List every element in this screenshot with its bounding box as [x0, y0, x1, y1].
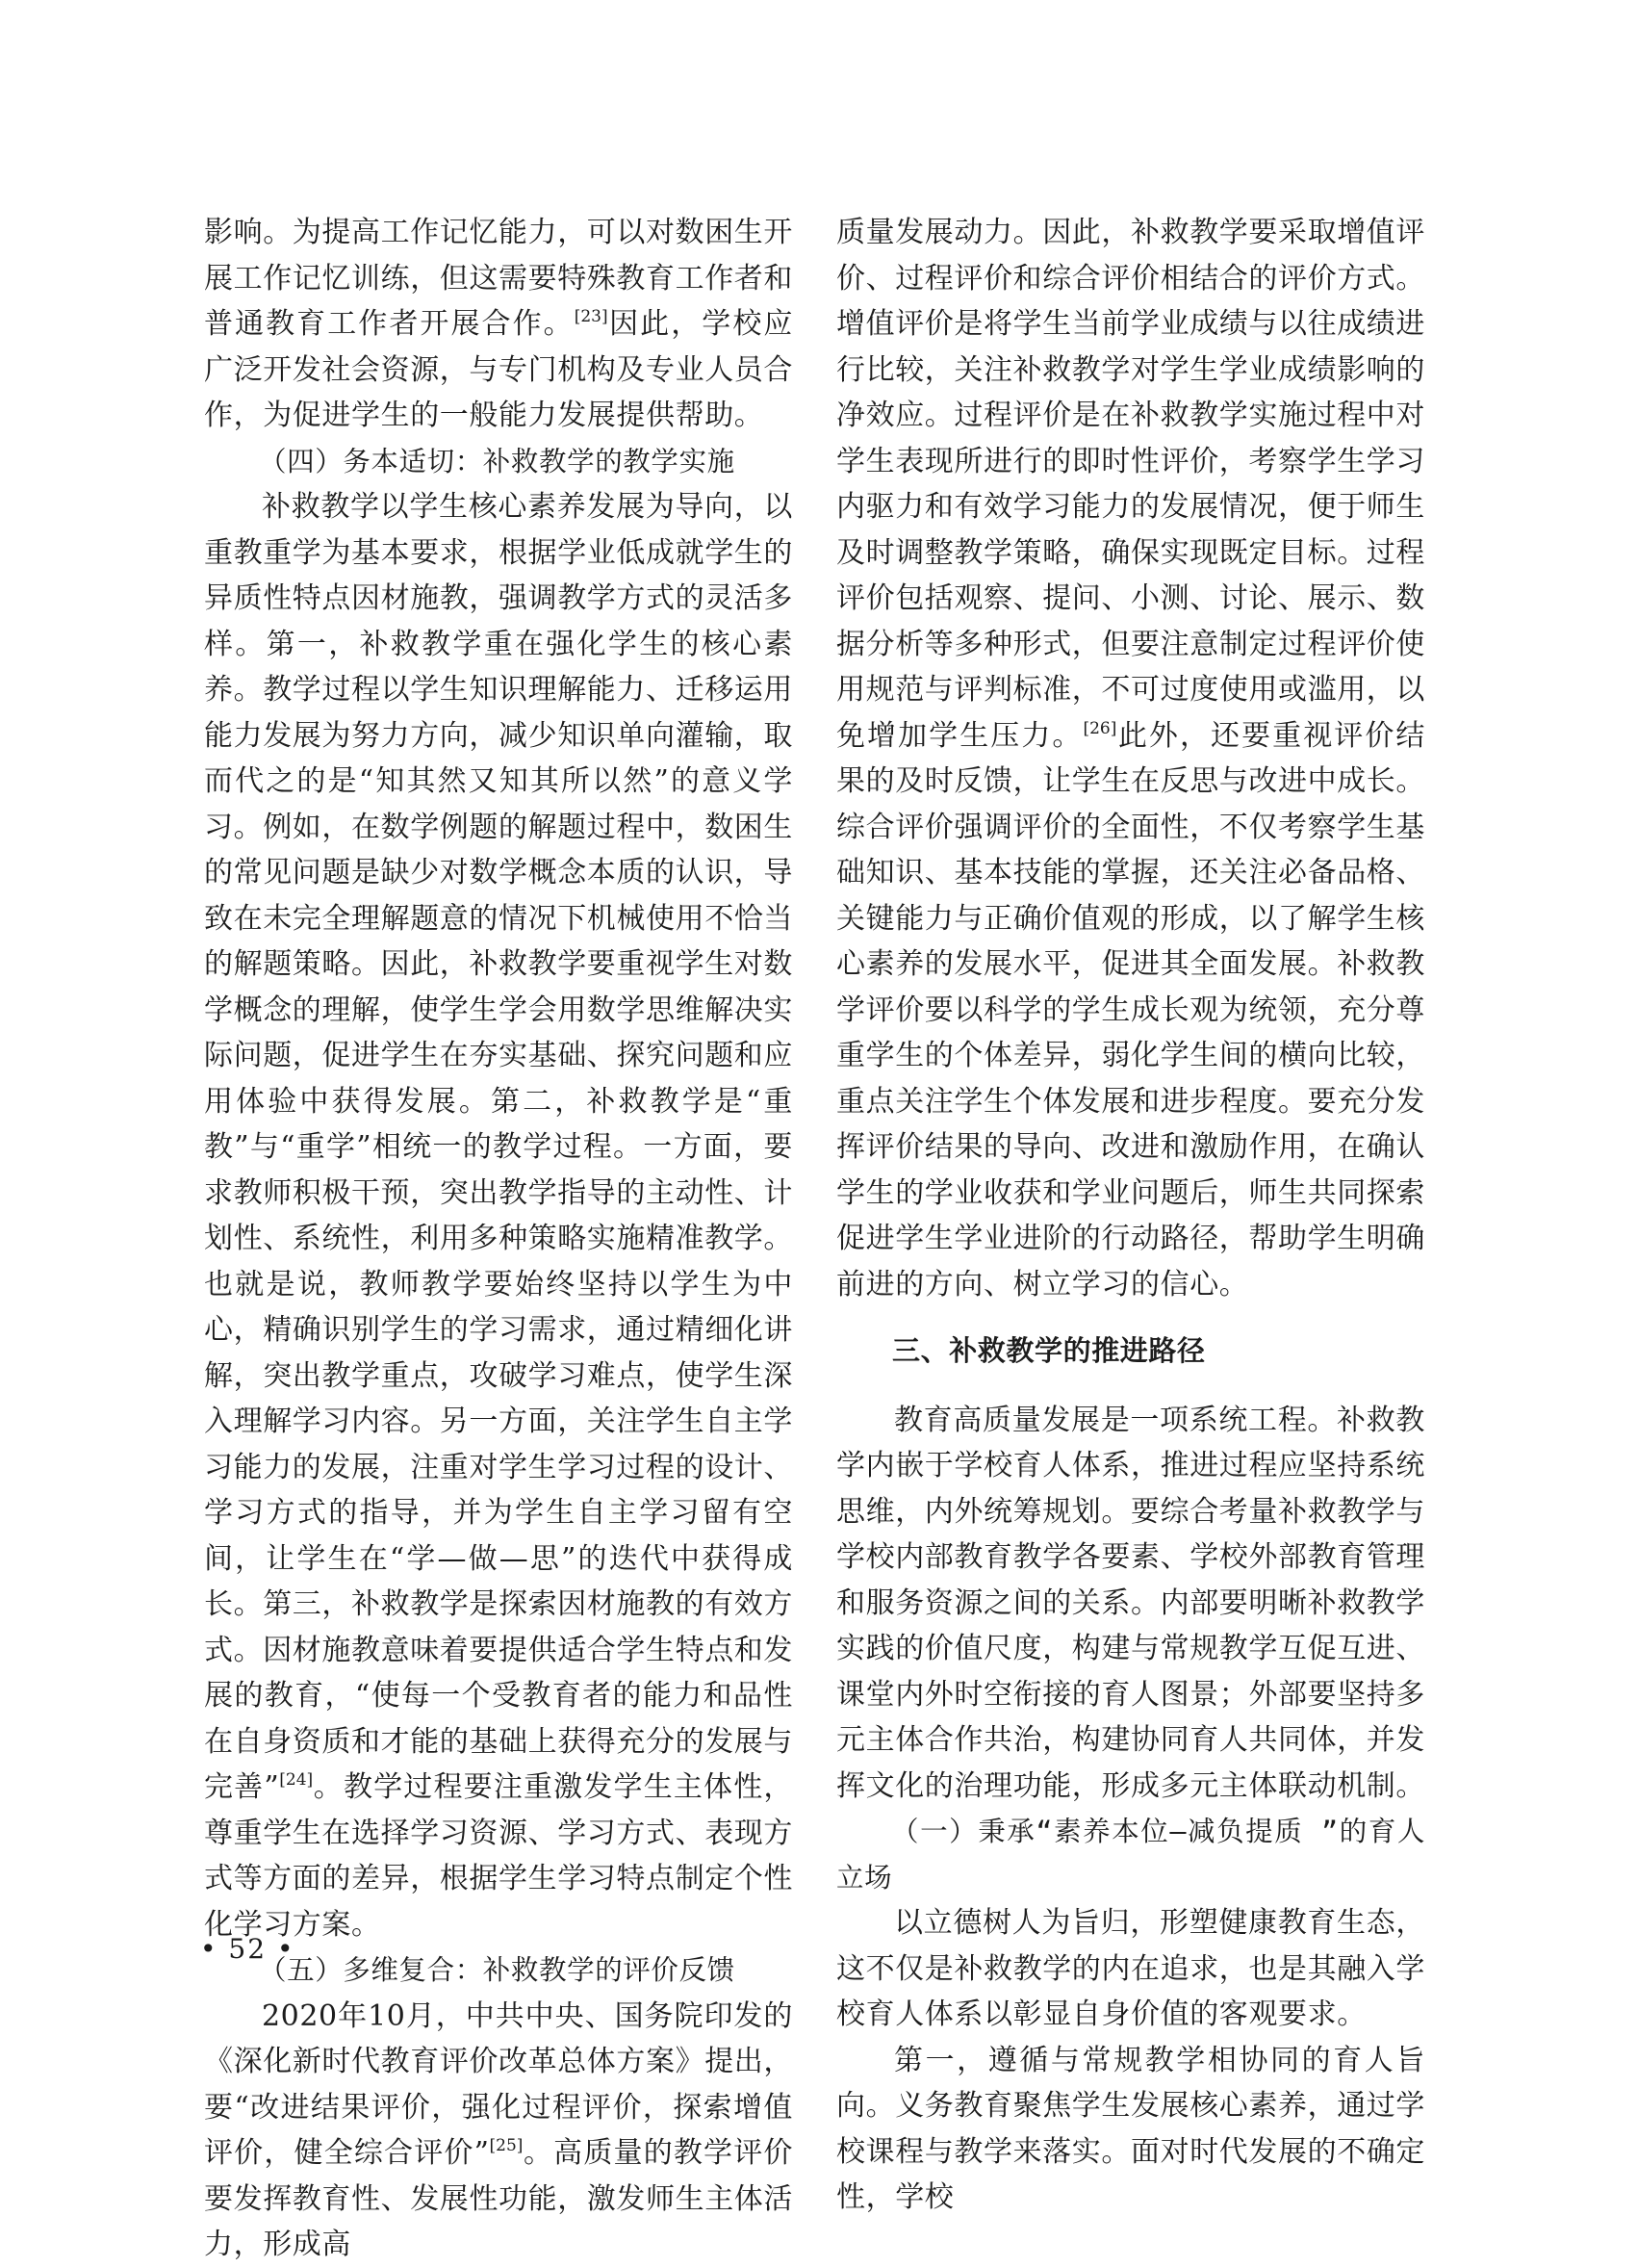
paragraph-text: 因此，学校应广泛开发社会资源，与专门机构及专业人员合作，为促进学生的一般能力发展提供帮助。	[204, 307, 794, 432]
paragraph-teaching-implementation	[204, 484, 793, 1947]
paragraph-memory-training	[204, 210, 793, 439]
citation-23: [23]	[574, 307, 608, 326]
paragraph-text: 此外，还要重视评价结果的及时反馈，让学生在反思与改进中成长。综合评价强调评价的全面性，不仅考察学生基础知识、基本技能的掌握，还关注必备品格、关键能力与正确价值观的形成，以了解学生核心素养的发展水平，促进其全面发展。补救教学评价要以科学的学生成长观为统领，充分尊重学生的个体差异，弱化学生间的横向比较，重点关注学生个体发展和进步程度。要充分发挥评价结果的导向、改进和激励作用，在确认学生的学业收获和学业问题后，师生共同探索促进学生学业进阶的行动路径，帮助学生明确前进的方向、树立学习的信心。	[836, 718, 1425, 1302]
paragraph-moral-education: 以立德树人为旨归，形塑健康教育生态，这不仅是补救教学的内在追求，也是其融入学校育人体系以彰显自身价值的客观要求。	[836, 1906, 1425, 2031]
citation-25: [25]	[489, 2136, 524, 2155]
paragraph-text: 。教学过程要注重激发学生主体性，尊重学生在选择学习资源、学习方式、表现方式等方面的差异，根据学生学习特点制定个性化学习方案。	[204, 1770, 793, 1942]
paragraph-coordination: 第一，遵循与常规教学相协同的育人旨向。义务教育聚焦学生发展核心素养，通过学校课程与教学来落实。面对时代发展的不确定性，学校	[836, 2043, 1425, 2214]
subheading-teaching-implementation: （四）务本适切：补救教学的教学实施	[259, 445, 735, 477]
subheading-evaluation-feedback: （五）多维复合：补救教学的评价反馈	[259, 1954, 735, 1986]
paragraph-text: 2020年10月，中共中央、国务院印发的《深化新时代教育评价改革总体方案》提出，要“改进结果评价，强化过程评价，探索增值评价，健全综合评价”	[204, 1998, 793, 2170]
paragraph-text: 补救教学以学生核心素养发展为导向，以重教重学为基本要求，根据学业低成就学生的异质性特点因材施教，强调教学方式的灵活多样。第一，补救教学重在强化学生的核心素养。教学过程以学生知识理解能力、迁移运用能力发展为努力方向，减少知识单向灌输，取而代之的是“知其然又知其所以然”的意义学习。例如，在数学例题的解题过程中，数困生的常见问题是缺少对数学概念本质的认识，导致在未完全理解题意的情况下机械使用不恰当的解题策略。因此，补救教学要重视学生对数学概念的理解，使学生学会用数学思维解决实际问题，促进学生在夯实基础、探究问题和应用体验中获得发展。第二，补救教学是“重教”与“重学”相统一的教学过程。一方面，要求教师积极干预，突出教学指导的主动性、计划性、系统性，利用多种策略实施精准教学。也就是说，教师教学要始终坚持以学生为中心，精确识别学生的学习需求，通过精细化讲解，突出教学重点，攻破学习难点，使学生深入理解学习内容。另一方面，关注学生自主学习能力的发展，注重对学生学习过程的设计、学习方式的指导，并为学生自主学习留有空间，让学生在“学—做—思”的迭代中获得成长。第三，补救教学是探索因材施教的有效方式。因材施教意味着要提供适合学生特点和发展的教育，“使每一个受教育者的能力和品性在自身资质和才能的基础上获得充分的发展与完善”	[204, 490, 793, 1804]
paragraph-evaluation-reform	[204, 1994, 793, 2268]
citation-24: [24]	[279, 1770, 314, 1790]
paragraph-evaluation-methods	[836, 210, 1425, 1307]
citation-26: [26]	[1083, 718, 1117, 738]
paragraph-system-engineering: 教育高质量发展是一项系统工程。补救教学内嵌于学校育人体系，推进过程应坚持系统思维，内外统筹规划。要综合考量补救教学与学校内部教育教学各要素、学校外部教育管理和服务资源之间的关系。内部要明晰补救教学实践的价值尺度，构建与常规教学互促互进、课堂内外时空衔接的育人图景；外部要坚持多元主体合作共治，构建协同育人共同体，并发挥文化的治理功能，形成多元主体联动机制。	[836, 1403, 1425, 1803]
page-number: • 52 •	[200, 1933, 295, 1965]
section-heading-promotion-path: 三、补救教学的推进路径	[892, 1334, 1206, 1367]
paragraph-text: 。高质量的教学评价要发挥教育性、发展性功能，激发师生主体活力，形成高	[204, 2136, 793, 2261]
subheading-educational-stance: （一）秉承“素养本位—减负提质 ”的育人立场	[836, 1816, 1425, 1894]
right-column	[836, 210, 1425, 2221]
paragraph-text: 质量发展动力。因此，补救教学要采取增值评价、过程评价和综合评价相结合的评价方式。增值评价是将学生当前学业成绩与以往成绩进行比较，关注补救教学对学生学业成绩影响的净效应。过程评价是在补救教学实施过程中对学生表现所进行的即时性评价，考察学生学习内驱力和有效学习能力的发展情况，便于师生及时调整教学策略，确保实现既定目标。过程评价包括观察、提问、小测、讨论、展示、数据分析等多种形式，但要注意制定过程评价使用规范与评判标准，不可过度使用或滥用，以免增加学生压力。	[836, 216, 1425, 753]
paragraph-text: 影响。为提高工作记忆能力，可以对数困生开展工作记忆训练，但这需要特殊教育工作者和普通教育工作者开展合作。	[204, 216, 793, 341]
